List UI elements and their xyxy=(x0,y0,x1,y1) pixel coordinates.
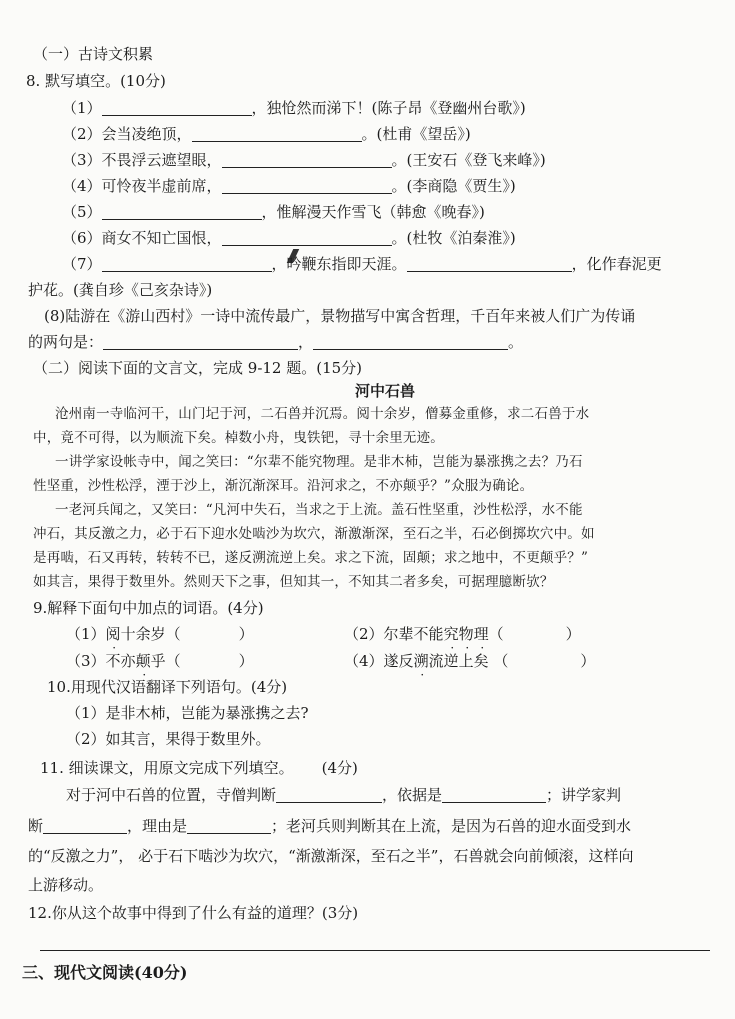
q8-line-8: (8)陆游在《游山西村》一诗中流传最广，景物描写中寓含哲理，千百年来被人们广为传诵 xyxy=(44,307,636,325)
q11-line-4: 上游移动。 xyxy=(28,876,104,894)
answer-line[interactable] xyxy=(40,950,710,951)
passage-line: 中，竟不可得，以为顺流下矣。棹数小舟，曳铁钯，寻十余里无迹。 xyxy=(33,430,444,446)
answer-blank[interactable] xyxy=(313,335,508,350)
section-heading: 三、现代文阅读(40分) xyxy=(22,963,188,982)
q8-line-3: （3）不畏浮云遮望眼， 。(王安石《登飞来峰》) xyxy=(62,151,546,169)
passage-line: 沧州南一寺临河干，山门圮于河，二石兽并沉焉。阅十余岁，僧募金重修，求二石兽于水 xyxy=(55,406,590,422)
answer-blank[interactable] xyxy=(442,788,546,803)
answer-blank[interactable] xyxy=(276,788,382,803)
q11-line-3: 的“反激之力”， 必于石下啮沙为坎穴，“渐激渐深，至石之半”，石兽就会向前倾滚，这样向 xyxy=(28,847,634,865)
passage-line: 性坚重，沙性松浮，湮于沙上，渐沉渐深耳。沿河求之，不亦颠乎？”众服为确论。 xyxy=(33,478,534,494)
question-10-title: 10.用现代汉语翻译下列语句。(4分) xyxy=(47,678,288,696)
q8-line-7: （7） ，吟鞭东指即天涯。 ，化作春泥更 xyxy=(62,255,662,273)
q8-line-5: （5） ，惟解漫天作雪飞（韩愈《晚春》) xyxy=(62,203,485,221)
q10-item-1: （1）是非木杮，岂能为暴涨携之去? xyxy=(66,704,309,722)
section-heading: （一）古诗文积累 xyxy=(33,45,154,63)
q8-line-2: （2）会当凌绝顶， 。(杜甫《望岳》) xyxy=(62,125,471,143)
q9-item-2: （2）尔辈不能究物理（ ） xyxy=(344,625,581,643)
answer-blank[interactable] xyxy=(43,819,127,834)
passage-line: 冲石，其反激之力，必于石下迎水处啮沙为坎穴，渐激渐深，至石之半，石必倒掷坎穴中。如 xyxy=(33,526,595,542)
answer-blank[interactable] xyxy=(222,153,392,168)
passage-line: 是再啮，石又再转，转转不已，遂反溯流逆上矣。求之下流，固颠；求之地中，不更颠乎？” xyxy=(33,550,589,566)
section-heading: （二）阅读下面的文言文，完成 9-12 题。(15分) xyxy=(33,359,363,377)
q8-line-4: （4）可怜夜半虚前席， 。(李商隐《贾生》) xyxy=(62,177,516,195)
q9-item-1: （1）阅十余岁（ ） xyxy=(66,625,254,643)
passage-line: 一讲学家设帐寺中，闻之笑曰：“尔辈不能究物理。是非木杮，岂能为暴涨携之去？乃石 xyxy=(55,454,583,470)
q9-item-4: （4）遂反溯流逆上矣 （ ） xyxy=(344,652,596,670)
question-11-title: 11. 细读课文，用原文完成下列填空。 (4分) xyxy=(40,759,358,777)
q11-line-1: 对于河中石兽的位置，寺僧判断 ，依据是 ；讲学家判 xyxy=(66,786,622,804)
question-8-title: 8. 默写填空。(10分) xyxy=(26,72,166,90)
answer-blank[interactable] xyxy=(102,257,272,272)
passage-title: 河中石兽 xyxy=(355,382,416,400)
q8-line-7-cont: 护花。(龚自珍《己亥杂诗》) xyxy=(28,281,213,299)
passage-line: 一老河兵闻之，又笑曰：“凡河中失石，当求之于上流。盖石性坚重，沙性松浮，水不能 xyxy=(55,502,583,518)
question-9-title: 9.解释下面句中加点的词语。(4分) xyxy=(33,599,264,617)
q8-line-6: （6）商女不知亡国恨， 。(杜牧《泊秦淮》) xyxy=(62,229,516,247)
q10-item-2: （2）如其言，果得于数里外。 xyxy=(66,730,271,748)
question-12-title: 12.你从这个故事中得到了什么有益的道理？(3分) xyxy=(28,904,359,922)
q11-line-2: 断 ，理由是 ；老河兵则判断其在上流，是因为石兽的迎水面受到水 xyxy=(28,817,632,835)
passage-line: 如其言，果得于数里外。然则天下之事，但知其一，不知其二者多矣，可据理臆断欤？ xyxy=(33,574,554,590)
answer-blank[interactable] xyxy=(407,257,572,272)
q8-line-1: （1） ，独怆然而涕下！(陈子昂《登幽州台歌》) xyxy=(62,99,526,117)
answer-blank[interactable] xyxy=(222,179,392,194)
q9-item-3: （3）不亦颠乎（ ） xyxy=(66,652,254,670)
answer-blank[interactable] xyxy=(222,231,392,246)
answer-blank[interactable] xyxy=(102,205,262,220)
answer-blank[interactable] xyxy=(187,819,271,834)
q8-line-8-cont: 的两句是： ， 。 xyxy=(28,333,524,351)
answer-blank[interactable] xyxy=(102,101,252,116)
answer-blank[interactable] xyxy=(103,335,298,350)
answer-blank[interactable] xyxy=(192,127,362,142)
